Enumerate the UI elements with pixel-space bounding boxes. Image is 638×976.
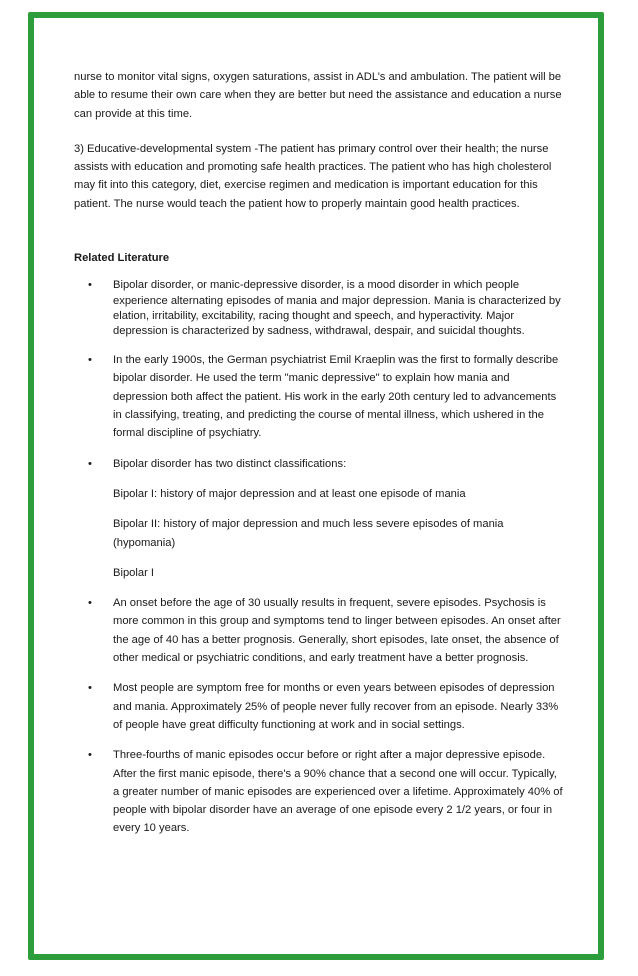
list-item-text: Most people are symptom free for months or even years between episodes of depression and mania. Approximately 25% of people never fully recover from an episode. Nearly 33% of people have great difficulty functioning at work and in social settings. — [113, 682, 559, 731]
bullet-icon: • — [88, 749, 92, 762]
bullet-list — [74, 278, 566, 837]
list-item-text: An onset before the age of 30 usually results in frequent, severe episodes. Psychosis is more common in this group and symptoms tend to linger between episodes. An onset after the age of 40 has a better prognosis. Generally, short episodes, late onset, the absence of other medical or psychiatric conditions, and early treatment have a better prognosis. — [113, 597, 561, 665]
list-item — [74, 679, 566, 734]
list-item — [74, 351, 566, 442]
list-item-text: Bipolar disorder has two distinct classifications: — [113, 457, 347, 470]
list-item-text: Bipolar disorder, or manic-depressive disorder, is a mood disorder in which people experience alternating episodes of mania and major depression. Mania is characterized by elation, irritability, excitability, racing thought and speech, and hyperactivity. Major depression is characterized by sadness, withdrawal, despair, and suicidal thoughts. — [113, 279, 561, 337]
intro-paragraph: nurse to monitor vital signs, oxygen saturations, assist in ADL’s and ambulation. The patient will be able to resume their own care when they are better but need the assistance and education a nurse can provide at this time. — [74, 71, 562, 120]
list-item — [74, 594, 566, 667]
list-item-text: Three-fourths of manic episodes occur before or right after a major depressive episode. After the first manic episode, there's a 90% chance that a second one will occur. Typically, a greater number of manic episodes are experienced over a lifetime. Approximately 40% of people with bipolar disorder have an average of one episode every 2 1/2 years, or four in every 10 years. — [113, 749, 563, 835]
document-body — [74, 68, 566, 850]
bullet-icon: • — [88, 457, 92, 470]
intro-paragraph: 3) Educative-developmental system -The patient has primary control over their health; the nurse assists with education and promoting safe health practices. The patient who has high cholesterol may fit into this category, diet, exercise regimen and medication is important education for this patient. The nurse would teach the patient how to properly maintain good health practices. — [74, 142, 552, 210]
classification-line: Bipolar I: history of major depression and at least one episode of mania — [113, 487, 466, 500]
classification-line: Bipolar II: history of major depression and much less severe episodes of mania (hypomania) — [113, 518, 504, 549]
list-item — [74, 746, 566, 837]
classification-line: Bipolar I — [113, 566, 155, 579]
bullet-icon: • — [88, 279, 92, 292]
list-item — [74, 278, 566, 339]
bullet-icon: • — [88, 597, 92, 610]
list-item-text: In the early 1900s, the German psychiatrist Emil Kraeplin was the first to formally describe bipolar disorder. He used the term "manic depressive" to explain how mania and depression both affect the patient. His work in the early 20th century led to advancements in classifying, treating, and predicting the course of mental illness, which ushered in the formal discipline of psychiatry. — [113, 354, 559, 440]
section-heading: Related Literature — [74, 252, 170, 265]
bullet-icon: • — [88, 354, 92, 367]
bullet-icon: • — [88, 682, 92, 695]
list-item — [74, 455, 566, 582]
